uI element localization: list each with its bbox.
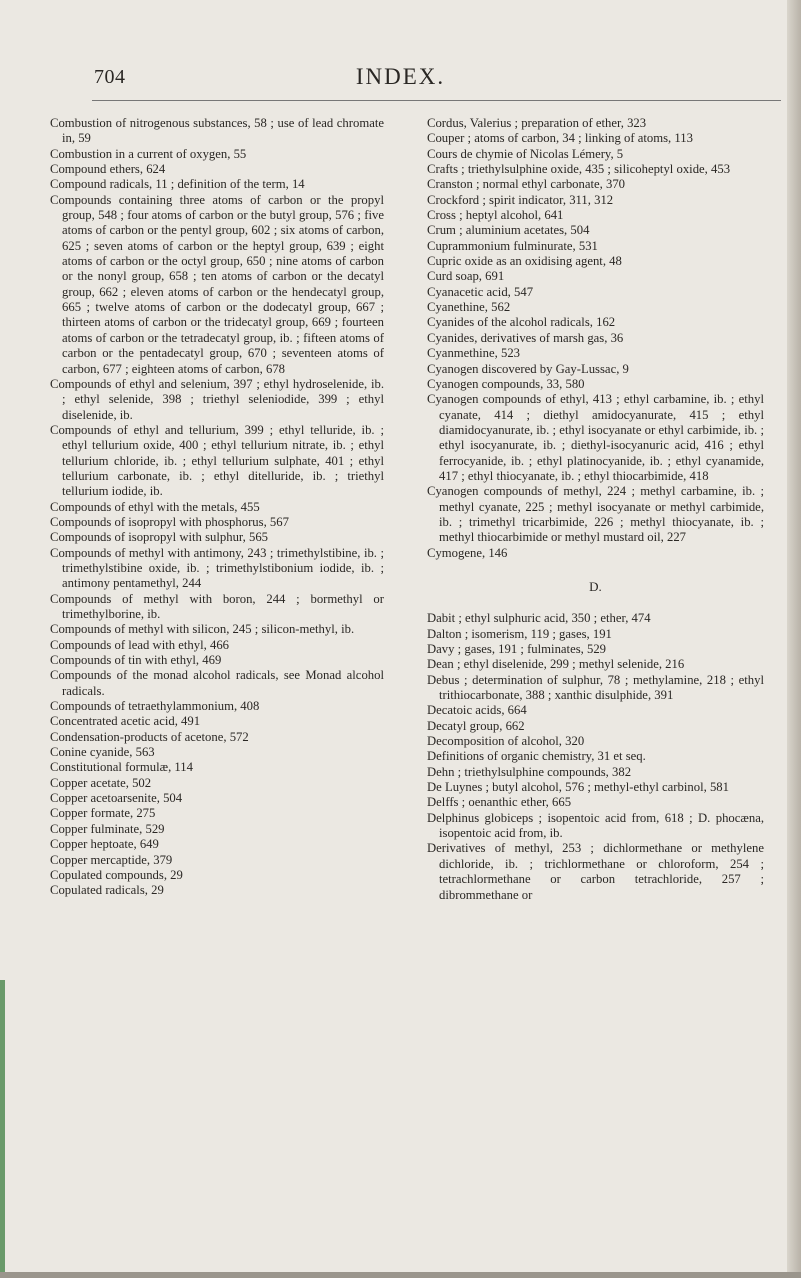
index-entry: Copper acetate, 502 <box>50 775 152 790</box>
index-entry: Compounds of tin with ethyl, 469 <box>50 653 222 668</box>
index-entry: Cuprammonium fulminurate, 531 <box>427 238 598 253</box>
index-entry: Cyanogen compounds of ethyl, 413 ; ethyl carbamine, ib. ; ethyl cyanate, 414 ; diethyl amidocyanurate, 415 ; ethyl diamidocyanurate, ib. ; ethyl isocyanate or ethyl carbimide, ib. ; ethyl isocyanurate, ib. ; diethyl-isocyanuric acid, 416 ; ethyl ferrocyanide, ib. ; ethyl platinocyanide, ib. ; ethyl cyanamide, 417 ; ethyl thiocyanate, ib. ; ethyl thiocarbimide, 418 <box>427 392 764 483</box>
index-entry: Delphinus globiceps ; isopentoic acid from, 618 ; D. phocæna, isopentoic acid from, ib. <box>427 810 764 841</box>
index-entry: Compounds of isopropyl with sulphur, 565 <box>50 530 269 545</box>
index-section-c-continued <box>427 116 764 561</box>
index-entry: Combustion of nitrogenous substances, 58 ; use of lead chromate in, 59 <box>50 116 384 146</box>
index-entry: Cyanogen compounds, 33, 580 <box>427 376 585 391</box>
page-number: 704 <box>94 66 126 88</box>
index-entry: Copper mercaptide, 379 <box>50 852 173 867</box>
index-entry: Crafts ; triethylsulphine oxide, 435 ; silicoheptyl oxide, 453 <box>427 162 731 177</box>
index-entry: Dean ; ethyl diselenide, 299 ; methyl selenide, 216 <box>427 657 685 672</box>
index-entry: Cours de chymie of Nicolas Lémery, 5 <box>427 146 624 161</box>
index-entry: Combustion in a current of oxygen, 55 <box>50 146 247 161</box>
index-entry: Debus ; determination of sulphur, 78 ; methylamine, 218 ; ethyl trithiocarbonate, 388 ; xanthic disulphide, 391 <box>427 672 764 703</box>
index-entry: Cordus, Valerius ; preparation of ether, 323 <box>427 116 647 130</box>
index-entry: Dehn ; triethylsulphine compounds, 382 <box>427 764 632 779</box>
index-entry: Dabit ; ethyl sulphuric acid, 350 ; ether, 474 <box>427 611 651 626</box>
index-entry: Compounds of ethyl and tellurium, 399 ; ethyl telluride, ib. ; ethyl tellurium oxide, 400 ; ethyl tellurium nitrate, ib. ; ethyl tellurium chloride, ib. ; ethyl tellurium sulphate, 401 ; ethyl tellurium carbonate, ib. ; ethyl ditelluride, ib. ; triethyl tellurium iodide, ib. <box>50 422 384 499</box>
index-entry: Compounds of tetraethylammonium, 408 <box>50 699 260 714</box>
index-entry: Copulated compounds, 29 <box>50 867 183 882</box>
index-entry: Crum ; aluminium acetates, 504 <box>427 223 590 238</box>
index-entry: Cranston ; normal ethyl carbonate, 370 <box>427 177 626 192</box>
header-rule <box>92 100 781 101</box>
index-entry: Definitions of organic chemistry, 31 et seq. <box>427 749 646 764</box>
index-entry: Cymogene, 146 <box>427 545 508 560</box>
index-entry: Cyanmethine, 523 <box>427 346 521 361</box>
index-entry: Compound radicals, 11 ; definition of the term, 14 <box>50 177 305 192</box>
index-entry: Curd soap, 691 <box>427 269 505 284</box>
index-entry: De Luynes ; butyl alcohol, 576 ; methyl-ethyl carbinol, 581 <box>427 780 729 795</box>
index-entry: Decomposition of alcohol, 320 <box>427 734 585 749</box>
index-entry: Compounds of the monad alcohol radicals, see Monad alcohol radicals. <box>50 668 384 698</box>
index-entry: Compounds of ethyl with the metals, 455 <box>50 499 260 514</box>
index-entry: Copper heptoate, 649 <box>50 837 159 852</box>
index-entry: Davy ; gases, 191 ; fulminates, 529 <box>427 642 607 656</box>
index-entry: Cross ; heptyl alcohol, 641 <box>427 208 564 223</box>
index-entry: Cyanethine, 562 <box>427 300 511 315</box>
index-column-left <box>50 116 384 899</box>
index-entry: Derivatives of methyl, 253 ; dichlormethane or methylene dichloride, ib. ; trichlormethane or chloroform, 254 ; tetrachlormethane or carbon tetrachloride, 257 ; dibrommethane or <box>427 841 764 902</box>
index-entry: Cyanides of the alcohol radicals, 162 <box>427 315 616 330</box>
index-entry: Couper ; atoms of carbon, 34 ; linking of atoms, 113 <box>427 131 693 146</box>
page-bottom-edge <box>0 1272 801 1278</box>
index-entry: Concentrated acetic acid, 491 <box>50 714 201 729</box>
index-entry: Compounds of ethyl and selenium, 397 ; ethyl hydroselenide, ib. ; ethyl selenide, 398 ; triethyl seleniodide, 399 ; ethyl diselenide, ib. <box>50 376 384 422</box>
index-entry: Cupric oxide as an oxidising agent, 48 <box>427 254 622 269</box>
index-entry: Cyanogen compounds of methyl, 224 ; methyl carbamine, ib. ; methyl cyanate, 225 ; methyl isocyanate or methyl carbimide, ib. ; trimethyl tricarbimide, 226 ; methyl thiocyanate, ib. ; methyl thiocarbimide or methyl mustard oil, 227 <box>427 484 764 545</box>
index-entry: Constitutional formulæ, 114 <box>50 760 193 775</box>
index-entry: Copper formate, 275 <box>50 806 156 821</box>
index-entry: Copulated radicals, 29 <box>50 883 164 898</box>
section-letter-d: D. <box>589 578 602 594</box>
index-entry: Dalton ; isomerism, 119 ; gases, 191 <box>427 626 612 641</box>
index-entry: Cyanogen discovered by Gay-Lussac, 9 <box>427 361 629 376</box>
index-column-right <box>427 116 764 903</box>
index-entry: Compounds of lead with ethyl, 466 <box>50 637 230 652</box>
index-entry: Delffs ; oenanthic ether, 665 <box>427 795 572 810</box>
page-title: INDEX. <box>355 64 446 89</box>
index-entry: Compounds of isopropyl with phosphorus, 567 <box>50 514 289 529</box>
index-section-d <box>427 611 764 903</box>
index-entry: Cyanacetic acid, 547 <box>427 284 534 299</box>
index-entry: Conine cyanide, 563 <box>50 745 155 760</box>
index-entry: Cyanides, derivatives of marsh gas, 36 <box>427 330 624 345</box>
index-entry: Compound ethers, 624 <box>50 162 166 177</box>
index-entry: Compounds containing three atoms of carbon or the propyl group, 548 ; four atoms of carbon or the butyl group, 576 ; five atoms of carbon or the pentyl group, 602 ; six atoms of carbon, 625 ; seven atoms of carbon or the heptyl group, 639 ; eight atoms of carbon or the octyl group, 650 ; nine atoms of carbon or the nonyl group, 658 ; ten atoms of carbon or the decatyl group, 662 ; eleven atoms of carbon or the hendecatyl group, 665 ; twelve atoms of carbon or the dodecatyl group, 667 ; thirteen atoms of carbon or the tridecatyl group, 669 ; fourteen atoms of carbon or the tetradecatyl group, ib. ; fifteen atoms of carbon or the pentadecatyl group, 670 ; seventeen atoms of carbon, 677 ; eighteen atoms of carbon, 678 <box>50 192 384 376</box>
index-entry: Compounds of methyl with silicon, 245 ; silicon-methyl, ib. <box>50 622 355 637</box>
page-edge-shadow <box>787 0 801 1278</box>
binding-edge <box>0 980 5 1278</box>
index-entry: Crockford ; spirit indicator, 311, 312 <box>427 192 614 207</box>
index-entry: Decatyl group, 662 <box>427 718 525 733</box>
index-entry: Compounds of methyl with boron, 244 ; bormethyl or trimethylborine, ib. <box>50 591 384 621</box>
index-entry: Copper acetoarsenite, 504 <box>50 791 183 806</box>
index-entry: Copper fulminate, 529 <box>50 821 165 836</box>
index-entry: Condensation-products of acetone, 572 <box>50 729 249 744</box>
index-entry: Compounds of methyl with antimony, 243 ; trimethylstibine, ib. ; trimethylstibine oxide, ib. ; trimethylstibonium iodide, ib. ; antimony pentamethyl, 244 <box>50 545 384 591</box>
index-entry: Decatoic acids, 664 <box>427 703 527 718</box>
